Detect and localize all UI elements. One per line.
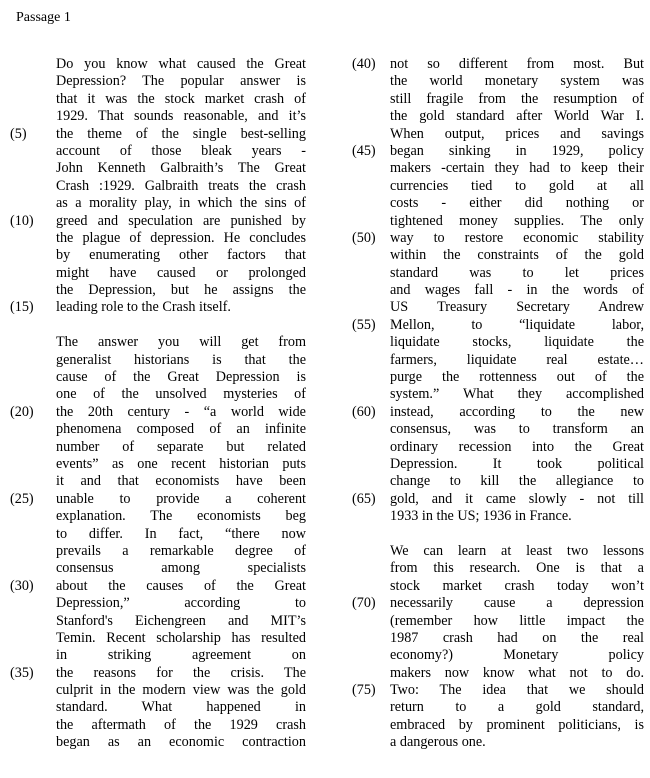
text-line (352, 439, 646, 456)
text-line (352, 734, 646, 751)
text-line (10, 647, 310, 664)
line-text: makers now know what not to do. (390, 664, 644, 681)
line-text: 1929. That sounds reasonable, and it’s (56, 108, 306, 125)
text-line (10, 595, 310, 612)
line-text: by enumerating other factors that (56, 247, 306, 264)
text-line (10, 178, 310, 195)
text-line (10, 73, 310, 90)
line-text: phenomena composed of an infinite (56, 421, 306, 438)
text-line (352, 386, 646, 403)
line-text: consensus, was to transform an (390, 421, 644, 438)
text-line (10, 230, 310, 247)
line-number: (65) (352, 490, 376, 507)
line-text: Depression,” according to (56, 595, 306, 612)
text-line (10, 143, 310, 160)
text-line (10, 195, 310, 212)
line-text: Do you know what caused the Great (56, 56, 306, 72)
text-line (10, 91, 310, 108)
line-text: necessarily cause a depression (390, 595, 644, 612)
text-line (10, 560, 310, 577)
line-text: to differ. In fact, “there now (56, 525, 306, 542)
line-text: liquidate stocks, liquidate the (390, 334, 644, 351)
text-line (10, 369, 310, 386)
text-line (352, 369, 646, 386)
text-line (352, 247, 646, 264)
text-line (10, 491, 310, 508)
line-text: ordinary recession into the Great (390, 438, 644, 455)
line-text: 1987 crash had on the real (390, 629, 644, 646)
text-line (10, 352, 310, 369)
text-line (10, 126, 310, 143)
text-line (10, 456, 310, 473)
line-text: might have caused or prolonged (56, 264, 306, 281)
text-line (10, 160, 310, 177)
text-line (10, 386, 310, 403)
text-line (352, 334, 646, 351)
line-text: from this research. One is that a (390, 560, 644, 577)
text-line (352, 404, 646, 421)
text-line (10, 665, 310, 682)
text-line (10, 56, 310, 73)
text-line (352, 508, 646, 525)
line-text: US Treasury Secretary Andrew (390, 299, 644, 316)
line-number: (10) (10, 212, 34, 229)
line-text: standard was to let prices (390, 264, 644, 281)
line-text: as a morality play, in which the sins of (56, 195, 306, 212)
text-line (10, 717, 310, 734)
text-line (352, 595, 646, 612)
line-text: We can learn at least two lessons (390, 542, 644, 559)
text-line (10, 630, 310, 647)
line-text: a dangerous one. (390, 734, 486, 751)
line-text: The answer you will get from (56, 334, 306, 351)
line-text: within the constraints of the gold (390, 247, 644, 264)
line-text: the 20th century - “a world wide (56, 403, 306, 420)
line-text: about the causes of the Great (56, 577, 306, 594)
text-line (352, 578, 646, 595)
line-text: one of the unsolved mysteries of (56, 386, 306, 403)
text-line (352, 213, 646, 230)
line-number: (5) (10, 125, 27, 142)
text-line (10, 578, 310, 595)
line-number: (55) (352, 316, 376, 333)
text-line (352, 108, 646, 125)
line-text: generalist historians is that the (56, 351, 306, 368)
line-number: (45) (352, 142, 376, 159)
line-text: in striking agreement on (56, 647, 306, 664)
line-text: makers -certain they had to keep their (390, 160, 644, 177)
text-line (10, 526, 310, 543)
text-line (352, 352, 646, 369)
text-line (352, 473, 646, 490)
line-number: (70) (352, 595, 376, 612)
text-line (352, 73, 646, 90)
line-text: still fragile from the resumption of (390, 90, 644, 107)
line-number: (30) (10, 577, 34, 594)
text-line (10, 543, 310, 560)
text-line (352, 613, 646, 630)
line-text: leading role to the Crash itself. (56, 299, 231, 316)
text-column-left (10, 56, 310, 752)
line-text: consensus among specialists (56, 560, 306, 577)
line-text: began as an economic contraction (56, 734, 306, 751)
line-text: cause of the Great Depression is (56, 369, 306, 386)
line-text: stock market crash today won’t (390, 577, 644, 594)
text-line (10, 282, 310, 299)
text-line (352, 265, 646, 282)
text-line (352, 421, 646, 438)
line-text: culprit in the modern view was the gold (56, 682, 306, 699)
text-line (352, 491, 646, 508)
line-number: (20) (10, 403, 34, 420)
line-text: began sinking in 1929, policy (390, 142, 644, 159)
line-number: (35) (10, 664, 34, 681)
text-line (352, 456, 646, 473)
line-text: economy?) Monetary policy (390, 647, 644, 664)
line-text: unable to provide a coherent (56, 490, 306, 507)
text-line (10, 108, 310, 125)
text-line (10, 473, 310, 490)
line-number: (60) (352, 403, 376, 420)
text-line (352, 665, 646, 682)
line-text: Two: The idea that we should (390, 682, 644, 699)
line-text: Depression? The popular answer is (56, 73, 306, 90)
line-text: Stanford's Eichengreen and MIT’s (56, 612, 306, 629)
line-text: that it was the stock market crash of (56, 90, 306, 107)
line-text: When output, prices and savings (390, 125, 644, 142)
text-line (352, 717, 646, 734)
text-line (10, 334, 310, 351)
text-line (352, 299, 646, 316)
text-line (352, 543, 646, 560)
text-line (352, 178, 646, 195)
line-text: purge the rottenness out of the (390, 369, 644, 386)
text-line (352, 317, 646, 334)
line-text: the aftermath of the 1929 crash (56, 716, 306, 733)
text-line (10, 213, 310, 230)
line-text: system.” What they accomplished (390, 386, 644, 403)
text-line (10, 508, 310, 525)
line-text: greed and speculation are punished by (56, 212, 306, 229)
line-text: instead, according to the new (390, 403, 644, 420)
line-text: currencies tied to gold at all (390, 177, 644, 194)
line-text: 1933 in the US; 1936 in France. (390, 508, 572, 525)
text-line (10, 265, 310, 282)
line-text: change to kill the allegiance to (390, 473, 644, 490)
text-line (10, 404, 310, 421)
line-number: (25) (10, 490, 34, 507)
text-line (352, 160, 646, 177)
line-text: Crash :1929. Galbraith treats the crash (56, 177, 306, 194)
line-text: not so different from most. But (390, 56, 644, 72)
text-line (10, 247, 310, 264)
line-text: the gold standard after World War I. (390, 108, 644, 125)
line-text: way to restore economic stability (390, 229, 644, 246)
line-text: the theme of the single best-selling (56, 125, 306, 142)
line-text: Temin. Recent scholarship has resulted (56, 629, 306, 646)
text-line (10, 439, 310, 456)
line-text: the Depression, but he assigns the (56, 282, 306, 299)
line-number: (50) (352, 229, 376, 246)
line-number: (15) (10, 299, 34, 316)
line-text: costs - either did nothing or (390, 195, 644, 212)
line-text: it and that economists have been (56, 473, 306, 490)
line-number: (40) (352, 56, 376, 72)
text-line (352, 126, 646, 143)
text-line (352, 56, 646, 73)
line-text: account of those bleak years - (56, 142, 306, 159)
line-text: number of separate but related (56, 438, 306, 455)
paragraph-gap (352, 526, 646, 543)
line-text: standard. What happened in (56, 699, 306, 716)
text-line (352, 195, 646, 212)
line-text: embraced by prominent politicians, is (390, 716, 644, 733)
text-line (352, 630, 646, 647)
line-text: (remember how little impact the (390, 612, 644, 629)
line-number: (75) (352, 682, 376, 699)
text-line (352, 91, 646, 108)
text-line (10, 734, 310, 751)
text-line (10, 699, 310, 716)
line-text: gold, and it came slowly - not till (390, 490, 644, 507)
text-line (10, 421, 310, 438)
line-text: prevails a remarkable degree of (56, 542, 306, 559)
passage-title: Passage 1 (16, 10, 71, 25)
line-text: farmers, liquidate real estate… (390, 351, 644, 368)
text-line (10, 682, 310, 699)
line-text: events” as one recent historian puts (56, 455, 306, 472)
text-line (352, 143, 646, 160)
line-text: John Kenneth Galbraith’s The Great (56, 160, 306, 177)
line-text: tightened money supplies. The only (390, 212, 644, 229)
line-text: explanation. The economists beg (56, 508, 306, 525)
text-line (352, 560, 646, 577)
line-text: Depression. It took political (390, 455, 644, 472)
line-text: and wages fall - in the words of (390, 282, 644, 299)
line-text: the world monetary system was (390, 73, 644, 90)
text-line (352, 647, 646, 664)
text-column-right (352, 56, 646, 752)
text-line (10, 299, 310, 316)
line-text: return to a gold standard, (390, 699, 644, 716)
text-line (10, 613, 310, 630)
text-line (352, 230, 646, 247)
line-text: Mellon, to “liquidate labor, (390, 316, 644, 333)
line-text: the plague of depression. He concludes (56, 229, 306, 246)
line-text: the reasons for the crisis. The (56, 664, 306, 681)
text-line (352, 282, 646, 299)
text-line (352, 699, 646, 716)
text-line (352, 682, 646, 699)
paragraph-gap (10, 317, 310, 334)
